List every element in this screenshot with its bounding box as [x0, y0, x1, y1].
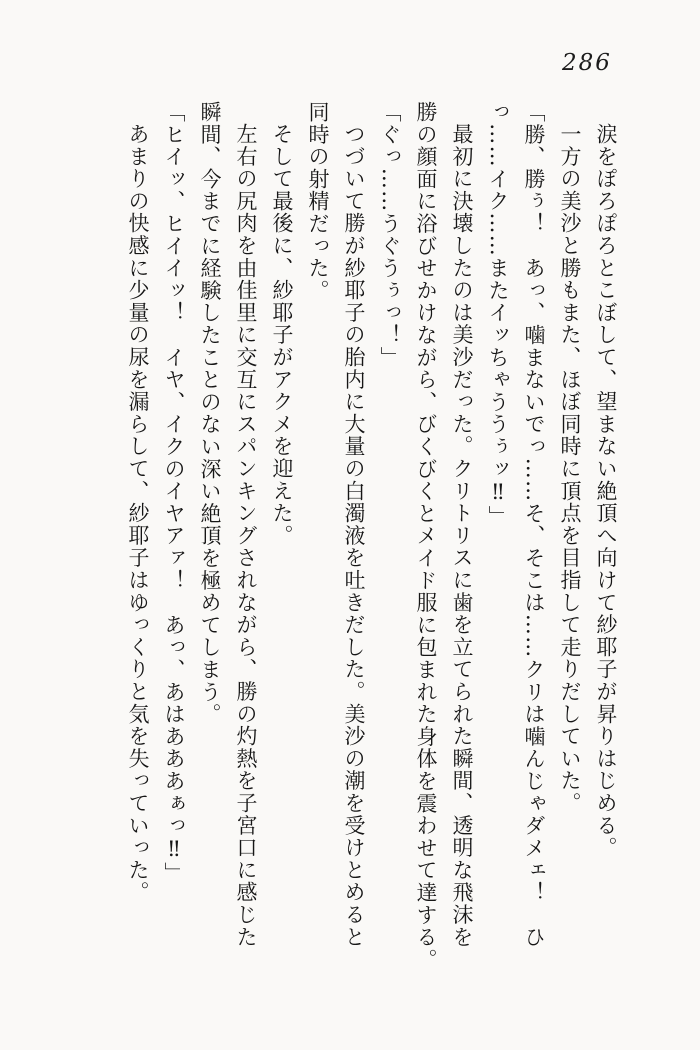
text-line: あまりの快感に少量の尿を漏らして、紗耶子はゆっくりと気を失っていった。	[126, 123, 150, 904]
text-line: 一方の美沙と勝もまた、ほぼ同時に頂点を目指して走りだしていた。	[558, 123, 582, 815]
text-line: 同時の射精だった。	[306, 101, 330, 302]
vertical-text-block	[120, 101, 624, 983]
text-line: つづいて勝が紗耶子の胎内に大量の白濁液を吐きだした。美沙の潮を受けとめると	[342, 123, 366, 949]
text-line: 左右の尻肉を由佳里に交互にスパンキングされながら、勝の灼熱を子宮口に感じた	[234, 123, 258, 949]
text-line: 「勝、勝ぅ！ あっ、噛まないでっ……そ、そこは……クリは噛んじゃダメェ！ ひ	[522, 101, 546, 949]
page-number: 286	[562, 50, 612, 76]
text-line: 瞬間、今までに経験したことのない深い絶頂を極めてしまう。	[198, 101, 222, 726]
text-line: っ……イク……またイッちゃううぅッ‼」	[486, 101, 510, 528]
text-line: 「ヒイッ、ヒイイッ！ イヤ、イクのイヤアァ！ あっ、あはあああぁっ‼」	[162, 101, 186, 885]
text-line: そして最後に、紗耶子がアクメを迎えた。	[270, 123, 294, 547]
text-line: 最初に決壊したのは美沙だった。クリトリスに歯を立てられた瞬間、透明な飛沫を	[450, 123, 474, 949]
text-line: 「ぐっ……うぐうぅっ！」	[378, 101, 402, 369]
text-line: 勝の顔面に浴びせかけながら、びくびくとメイド服に包まれた身体を震わせて達する。	[414, 101, 438, 971]
text-line: 涙をぽろぽろとこぼして、望まない絶頂へ向けて紗耶子が昇りはじめる。	[594, 123, 618, 859]
